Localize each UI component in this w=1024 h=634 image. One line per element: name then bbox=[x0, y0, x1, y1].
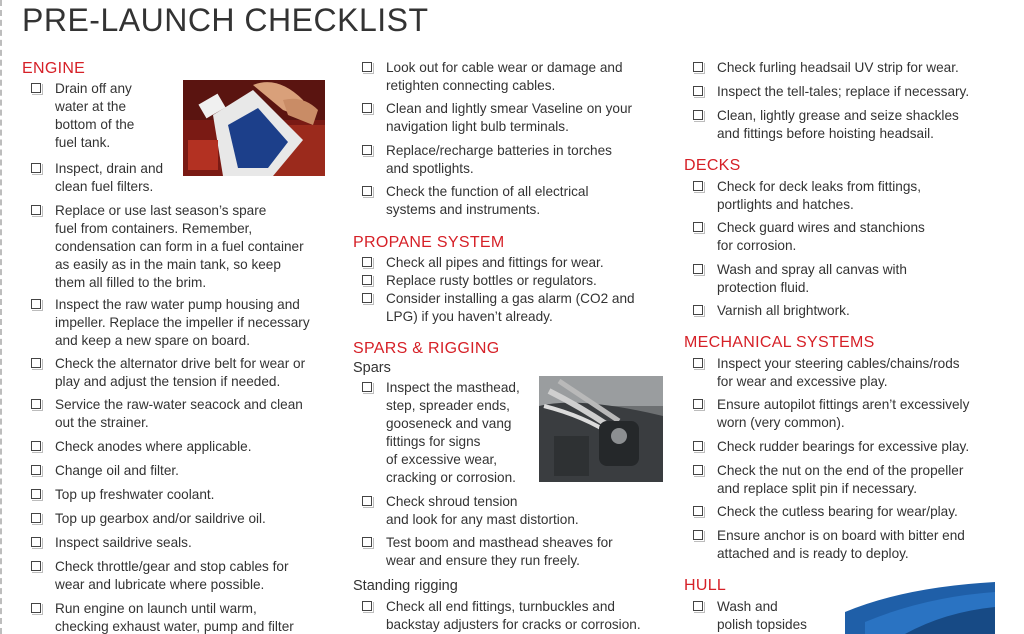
checklist-item-text: checking exhaust water, pump and filter bbox=[55, 619, 294, 634]
checkbox-icon[interactable] bbox=[693, 530, 703, 540]
checklist-item bbox=[31, 355, 305, 391]
checklist-item-text: and fittings before hoisting headsail. bbox=[717, 126, 934, 141]
checklist-item bbox=[362, 493, 579, 529]
checklist-item bbox=[362, 100, 632, 136]
checklist-item bbox=[362, 379, 520, 487]
section-heading-mechanical: MECHANICAL SYSTEMS bbox=[684, 334, 875, 351]
checklist-item-text: Check guard wires and stanchions bbox=[717, 220, 925, 235]
checklist-item-text: as easily as in the main tank, so keep bbox=[55, 257, 281, 272]
checklist-item-text: retighten connecting cables. bbox=[386, 78, 556, 93]
checklist-item-text: Run engine on launch until warm, bbox=[55, 601, 257, 616]
checklist-item bbox=[362, 290, 635, 326]
checkbox-icon[interactable] bbox=[362, 62, 372, 72]
checklist-item-text: Check all pipes and fittings for wear. bbox=[386, 255, 604, 270]
checklist-item bbox=[693, 355, 960, 391]
checklist-item-text: Top up gearbox and/or saildrive oil. bbox=[55, 511, 266, 526]
checklist-item-text: water at the bbox=[55, 99, 127, 114]
checkbox-icon[interactable] bbox=[693, 601, 703, 611]
checklist-item bbox=[31, 438, 251, 456]
checklist-item-text: protection fluid. bbox=[717, 280, 810, 295]
checklist-item-text: Inspect saildrive seals. bbox=[55, 535, 192, 550]
checklist-item-text: step, spreader ends, bbox=[386, 398, 510, 413]
checklist-item bbox=[362, 59, 623, 95]
checklist-item-text: play and adjust the tension if needed. bbox=[55, 374, 281, 389]
checkbox-icon[interactable] bbox=[362, 496, 372, 506]
checkbox-icon[interactable] bbox=[693, 264, 703, 274]
checklist-item-text: out the strainer. bbox=[55, 415, 149, 430]
checklist-item bbox=[693, 462, 963, 498]
checkbox-icon[interactable] bbox=[31, 358, 41, 368]
checklist-item-text: Ensure autopilot fittings aren’t excessively bbox=[717, 397, 970, 412]
checklist-item-text: navigation light bulb terminals. bbox=[386, 119, 569, 134]
checklist-item-text: Inspect, drain and bbox=[55, 161, 164, 176]
checklist-item bbox=[362, 142, 612, 178]
section-heading-propane: PROPANE SYSTEM bbox=[353, 234, 505, 251]
checklist-item-text: Clean and lightly smear Vaseline on your bbox=[386, 101, 633, 116]
checklist-item bbox=[693, 527, 965, 563]
checklist-item-text: Check the cutless bearing for wear/play. bbox=[717, 504, 958, 519]
checklist-item bbox=[362, 598, 641, 634]
checkbox-icon[interactable] bbox=[31, 465, 41, 475]
checkbox-icon[interactable] bbox=[31, 561, 41, 571]
checkbox-icon[interactable] bbox=[31, 537, 41, 547]
checklist-item bbox=[31, 160, 163, 196]
checklist-item-text: Inspect the masthead, bbox=[386, 380, 520, 395]
checkbox-icon[interactable] bbox=[693, 305, 703, 315]
checklist-item-text: Change oil and filter. bbox=[55, 463, 179, 478]
checklist-item bbox=[31, 296, 310, 350]
checkbox-icon[interactable] bbox=[693, 86, 703, 96]
checklist-item-text: Look out for cable wear or damage and bbox=[386, 60, 623, 75]
hull-photo bbox=[845, 582, 995, 634]
checklist-item-text: Service the raw-water seacock and clean bbox=[55, 397, 303, 412]
engine-photo bbox=[183, 80, 325, 176]
checklist-item-text: Check throttle/gear and stop cables for bbox=[55, 559, 289, 574]
checklist-item-text: cracking or corrosion. bbox=[386, 470, 516, 485]
checklist-item-text: Check the nut on the end of the propeller bbox=[717, 463, 964, 478]
checklist-item bbox=[693, 598, 807, 634]
spars-subheading: Spars bbox=[353, 360, 391, 376]
checkbox-icon[interactable] bbox=[31, 513, 41, 523]
checklist-item-text: Inspect the tell-tales; replace if necessary. bbox=[717, 84, 970, 99]
checkbox-icon[interactable] bbox=[362, 537, 372, 547]
checkbox-icon[interactable] bbox=[693, 110, 703, 120]
checkbox-icon[interactable] bbox=[362, 275, 372, 285]
checklist-item-text: Inspect your steering cables/chains/rods bbox=[717, 356, 960, 371]
checklist-item-text: Replace rusty bottles or regulators. bbox=[386, 273, 597, 288]
checklist-item-text: portlights and hatches. bbox=[717, 197, 854, 212]
checklist-item bbox=[693, 302, 850, 320]
checklist-item-text: fuel tank. bbox=[55, 135, 111, 150]
checkbox-icon[interactable] bbox=[362, 145, 372, 155]
checklist-item-text: of excessive wear, bbox=[386, 452, 498, 467]
checklist-item-text: for wear and excessive play. bbox=[717, 374, 888, 389]
rigging-turnbuckle-photo bbox=[539, 376, 663, 482]
checklist-item bbox=[31, 510, 266, 528]
checklist-item-text: backstay adjusters for cracks or corrosion. bbox=[386, 617, 641, 632]
checklist-item-text: and spotlights. bbox=[386, 161, 474, 176]
checkbox-icon[interactable] bbox=[31, 603, 41, 613]
checklist-item-text: and keep a new spare on board. bbox=[55, 333, 250, 348]
checklist-item bbox=[31, 396, 303, 432]
checkbox-icon[interactable] bbox=[31, 399, 41, 409]
checklist-item-text: fuel from containers. Remember, bbox=[55, 221, 253, 236]
checklist-item-text: wear and lubricate where possible. bbox=[55, 577, 265, 592]
rigging-photo bbox=[539, 376, 663, 482]
checklist-item bbox=[693, 438, 969, 456]
checklist-item-text: Check rudder bearings for excessive play. bbox=[717, 439, 970, 454]
checkbox-icon[interactable] bbox=[31, 205, 41, 215]
checklist-item-text: Wash and bbox=[717, 599, 778, 614]
checklist-item-text: Consider installing a gas alarm (CO2 and bbox=[386, 291, 635, 306]
checklist-item-text: gooseneck and vang bbox=[386, 416, 512, 431]
checkbox-icon[interactable] bbox=[693, 465, 703, 475]
checklist-item-text: Test boom and masthead sheaves for bbox=[386, 535, 613, 550]
checklist-item-text: and look for any mast distortion. bbox=[386, 512, 579, 527]
checklist-item-text: Check the alternator drive belt for wear or bbox=[55, 356, 306, 371]
checklist-item bbox=[693, 396, 969, 432]
checklist-item-text: LPG) if you haven’t already. bbox=[386, 309, 553, 324]
checklist-item-text: Check for deck leaks from fittings, bbox=[717, 179, 921, 194]
checklist-item bbox=[693, 178, 921, 214]
checkbox-icon[interactable] bbox=[693, 181, 703, 191]
boat-hull-photo bbox=[845, 582, 995, 634]
checkbox-icon[interactable] bbox=[693, 399, 703, 409]
standing-rigging-subheading: Standing rigging bbox=[353, 578, 458, 594]
checkbox-icon[interactable] bbox=[362, 293, 372, 303]
checklist-item bbox=[362, 272, 597, 290]
page-title: PRE-LAUNCH CHECKLIST bbox=[22, 2, 429, 38]
checklist-item bbox=[693, 219, 925, 255]
checkbox-icon[interactable] bbox=[362, 382, 372, 392]
checkbox-icon[interactable] bbox=[31, 299, 41, 309]
checklist-item bbox=[31, 202, 304, 292]
checkbox-icon[interactable] bbox=[693, 441, 703, 451]
checklist-item bbox=[693, 59, 959, 77]
checklist-item-text: and replace split pin if necessary. bbox=[717, 481, 917, 496]
checklist-item-text: systems and instruments. bbox=[386, 202, 541, 217]
checklist-item bbox=[31, 462, 179, 480]
checkbox-icon[interactable] bbox=[693, 222, 703, 232]
section-heading-hull: HULL bbox=[684, 577, 727, 594]
checkbox-icon[interactable] bbox=[693, 62, 703, 72]
checklist-item bbox=[31, 558, 289, 594]
checklist-item-text: Drain off any bbox=[55, 81, 132, 96]
checklist-item-text: Check anodes where applicable. bbox=[55, 439, 252, 454]
checklist-item bbox=[693, 83, 969, 101]
section-heading-spars-rigging: SPARS & RIGGING bbox=[353, 340, 500, 357]
checklist-item-text: Check shroud tension bbox=[386, 494, 518, 509]
checklist-item-text: wear and ensure they run freely. bbox=[386, 553, 580, 568]
checkbox-icon[interactable] bbox=[362, 186, 372, 196]
checklist-item bbox=[31, 600, 294, 634]
checklist-item bbox=[693, 107, 959, 143]
checklist-item bbox=[31, 534, 192, 552]
checklist-item bbox=[693, 261, 907, 297]
checklist-item-text: Varnish all brightwork. bbox=[717, 303, 850, 318]
checkbox-icon[interactable] bbox=[362, 601, 372, 611]
checkbox-icon[interactable] bbox=[31, 489, 41, 499]
checklist-item-text: Top up freshwater coolant. bbox=[55, 487, 215, 502]
checklist-item-text: Check all end fittings, turnbuckles and bbox=[386, 599, 615, 614]
checklist-item-text: worn (very common). bbox=[717, 415, 845, 430]
checklist-item-text: Check furling headsail UV strip for wear. bbox=[717, 60, 959, 75]
checklist-item-text: bottom of the bbox=[55, 117, 135, 132]
checklist-item bbox=[693, 503, 958, 521]
checkbox-icon[interactable] bbox=[362, 103, 372, 113]
checklist-item-text: Wash and spray all canvas with bbox=[717, 262, 907, 277]
checklist-item-text: condensation can form in a fuel container bbox=[55, 239, 304, 254]
checklist-item bbox=[31, 486, 214, 504]
checklist-item bbox=[362, 254, 604, 272]
checklist-item bbox=[362, 534, 613, 570]
checklist-item-text: impeller. Replace the impeller if necessary bbox=[55, 315, 310, 330]
checklist-item-text: clean fuel filters. bbox=[55, 179, 154, 194]
section-heading-decks: DECKS bbox=[684, 157, 741, 174]
checkbox-icon[interactable] bbox=[31, 83, 41, 93]
checklist-item-text: them all filled to the brim. bbox=[55, 275, 207, 290]
checkbox-icon[interactable] bbox=[362, 257, 372, 267]
checklist-item-text: polish topsides bbox=[717, 617, 807, 632]
checklist-item-text: Check the function of all electrical bbox=[386, 184, 589, 199]
checklist-item-text: for corrosion. bbox=[717, 238, 797, 253]
checkbox-icon[interactable] bbox=[31, 163, 41, 173]
checklist-item-text: fittings for signs bbox=[386, 434, 481, 449]
fuel-additive-bottle-photo bbox=[183, 80, 325, 176]
checkbox-icon[interactable] bbox=[693, 358, 703, 368]
checkbox-icon[interactable] bbox=[693, 506, 703, 516]
checklist-item bbox=[362, 183, 589, 219]
checklist-item-text: Replace or use last season’s spare bbox=[55, 203, 267, 218]
checklist-item-text: Replace/recharge batteries in torches bbox=[386, 143, 612, 158]
checklist-item-text: Ensure anchor is on board with bitter end bbox=[717, 528, 965, 543]
section-heading-engine: ENGINE bbox=[22, 60, 86, 77]
checklist-item-text: Clean, lightly grease and seize shackles bbox=[717, 108, 959, 123]
checklist-item-text: Inspect the raw water pump housing and bbox=[55, 297, 300, 312]
checklist-item bbox=[31, 80, 134, 152]
checkbox-icon[interactable] bbox=[31, 441, 41, 451]
checklist-item-text: attached and is ready to deploy. bbox=[717, 546, 909, 561]
